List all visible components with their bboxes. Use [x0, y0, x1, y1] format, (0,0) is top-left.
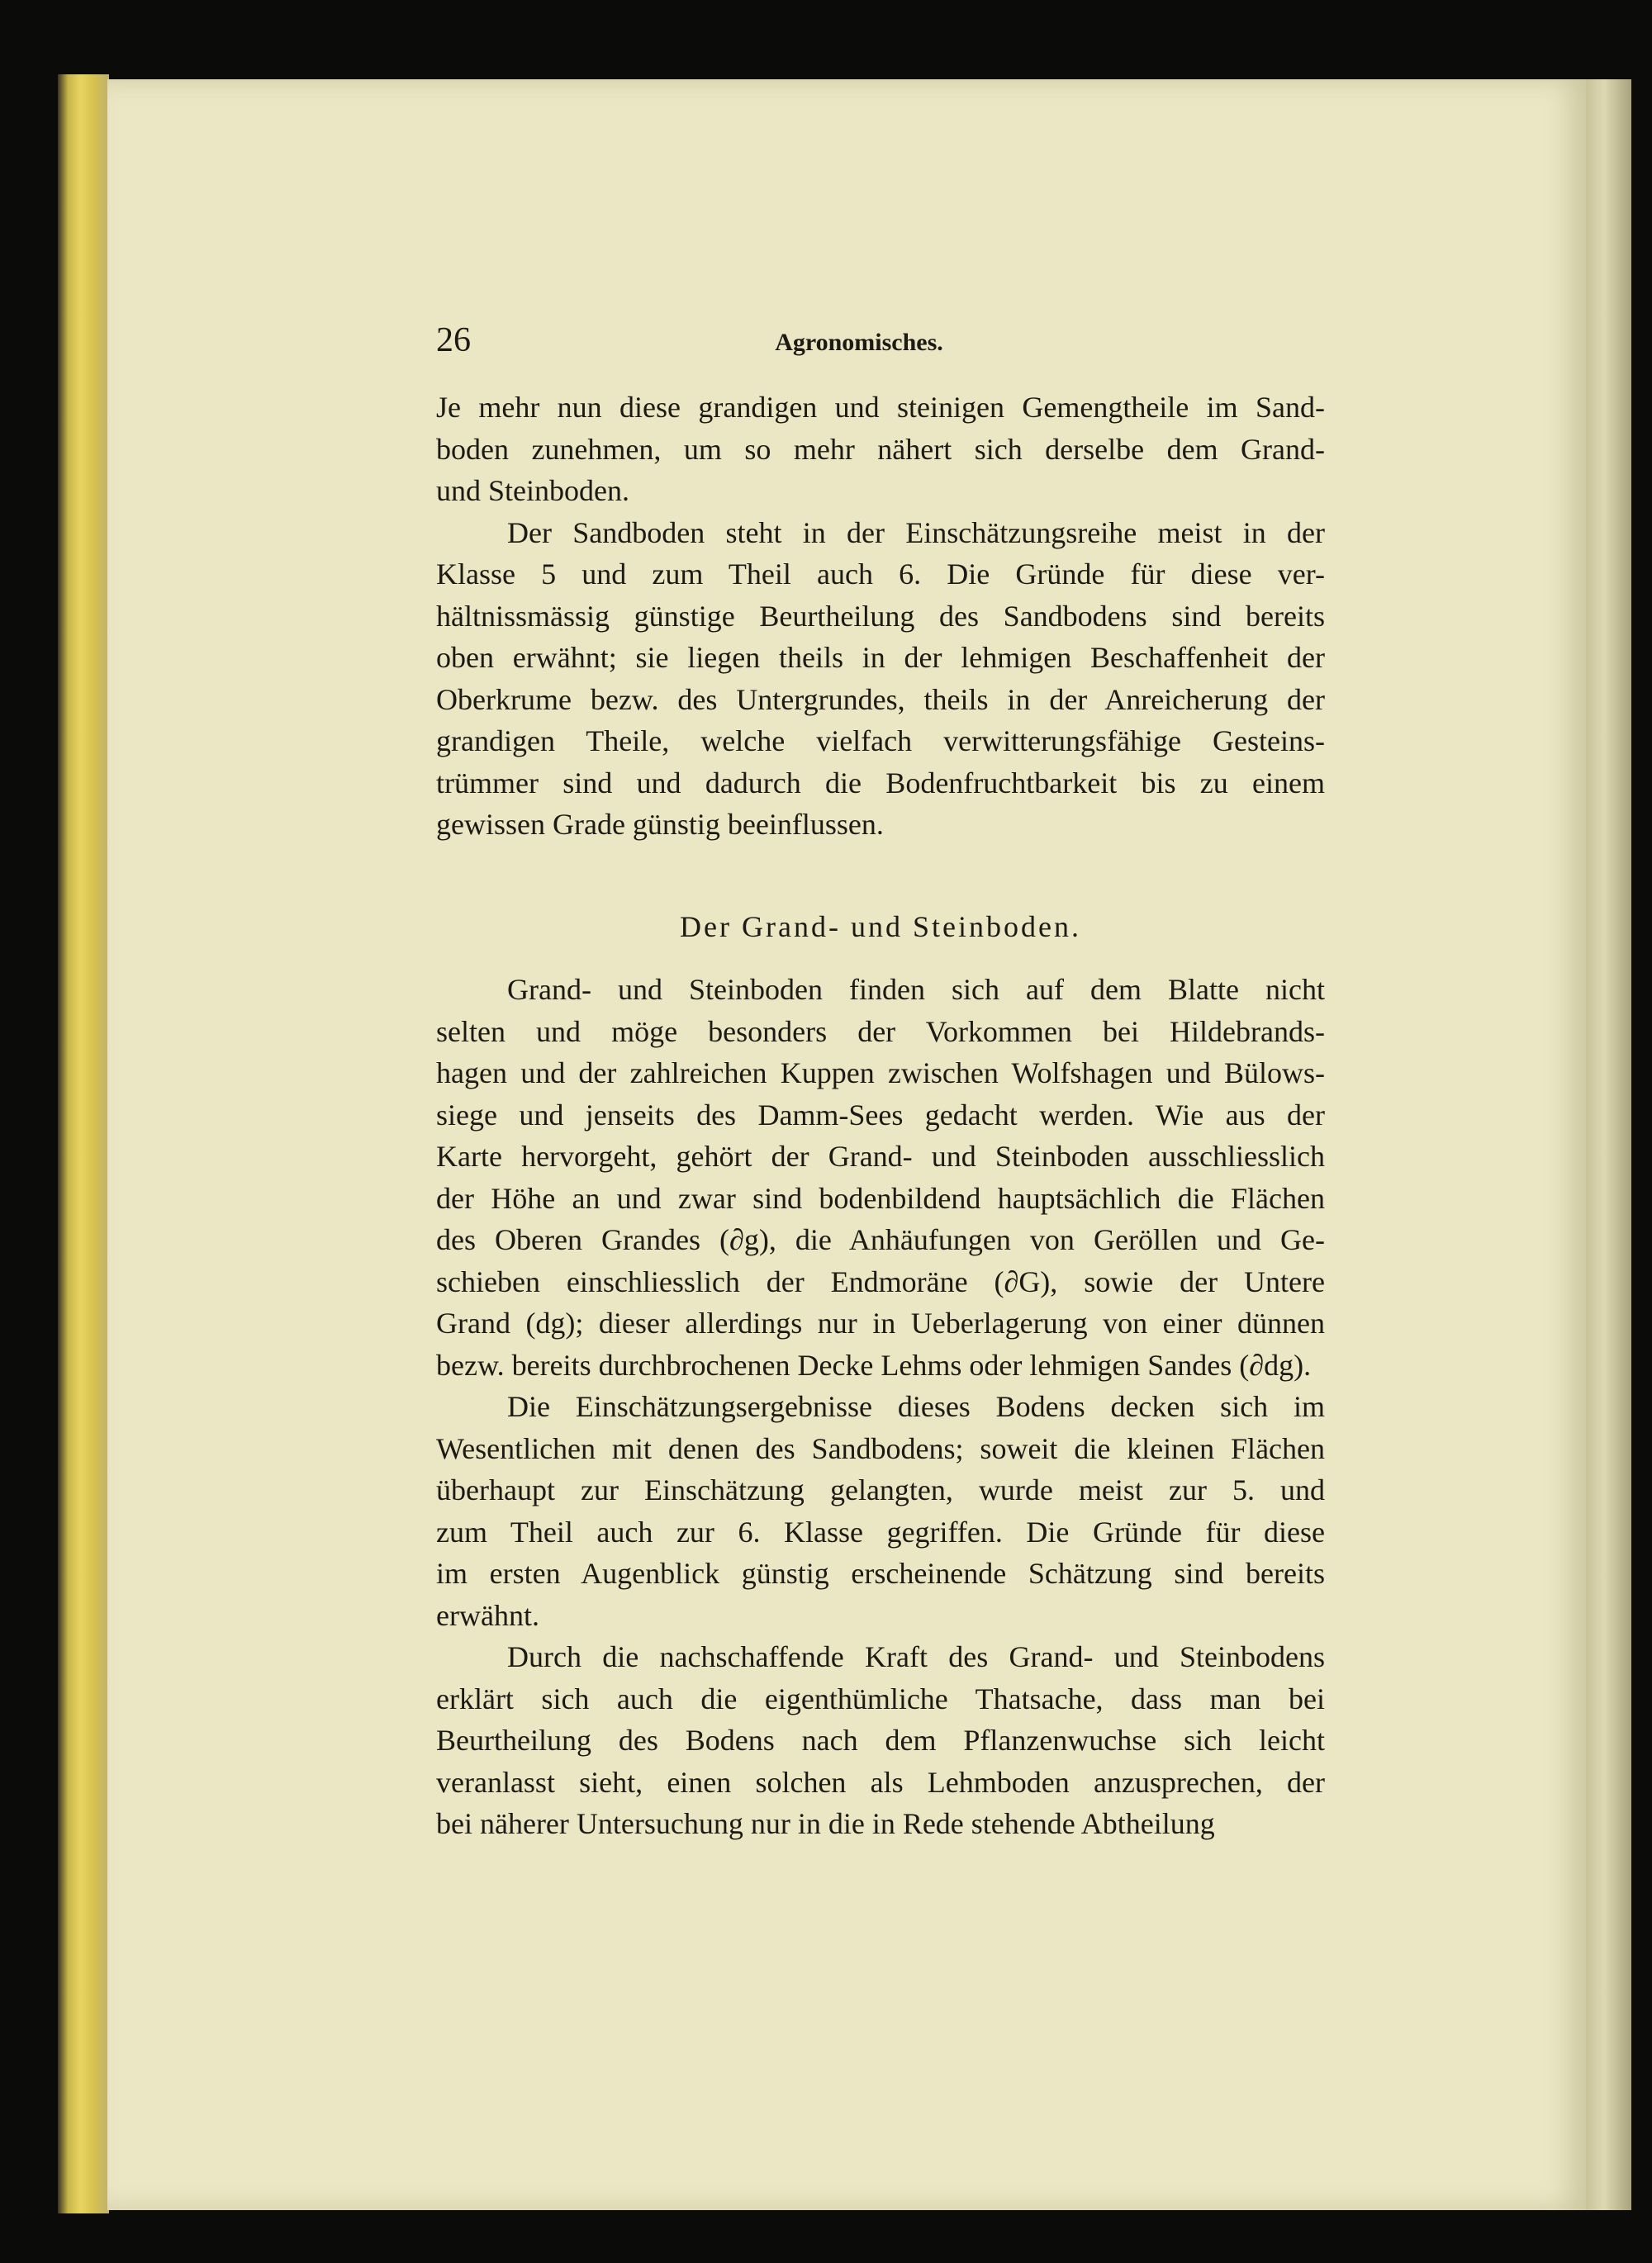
- text-line: bezw. bereits durchbrochenen Decke Lehms oder lehmigen Sandes (∂dg).: [436, 1348, 1312, 1382]
- text-line: überhaupt zur Einschätzung gelangten, wurde meist zur 5. und: [436, 1473, 1325, 1506]
- text-line: hagen und der zahlreichen Kuppen zwischen Wolfshagen und Bülows-: [436, 1056, 1325, 1089]
- text-line: zum Theil auch zur 6. Klasse gegriffen. Die Gründe für diese: [436, 1515, 1325, 1549]
- text-line: Der Sandboden steht in der Einschätzungsreihe meist in der: [507, 515, 1325, 549]
- running-head: Agronomisches.: [775, 329, 943, 356]
- text-line: Karte hervorgeht, gehört der Grand- und Steinboden ausschliesslich: [436, 1140, 1325, 1173]
- text-line: Die Einschätzungsergebnisse dieses Bodens decken sich im: [507, 1390, 1325, 1423]
- text-line: oben erwähnt; sie liegen theils in der lehmigen Beschaffenheit der: [436, 641, 1325, 674]
- text-line: hältnissmässig günstige Beurtheilung des Sandbodens sind bereits: [436, 599, 1325, 633]
- book-page-edges: [58, 74, 109, 2213]
- text-line: Klasse 5 und zum Theil auch 6. Die Gründe für diese ver-: [436, 557, 1325, 591]
- body-text-before: [436, 387, 1325, 846]
- text-line: Beurtheilung des Bodens nach dem Pflanzenwuchse sich leicht: [436, 1724, 1325, 1757]
- text-line: grandigen Theile, welche vielfach verwitterungsfähige Gesteins-: [436, 724, 1325, 757]
- text-line: des Oberen Grandes (∂g), die Anhäufungen von Geröllen und Ge-: [436, 1223, 1325, 1256]
- text-line: erklärt sich auch die eigenthümliche Thatsache, dass man bei: [436, 1682, 1325, 1715]
- text-line: bei näherer Untersuchung nur in die in Rede stehende Abtheilung: [436, 1807, 1215, 1840]
- text-line: gewissen Grade günstig beeinflussen.: [436, 808, 884, 841]
- text-line: im ersten Augenblick günstig erscheinende Schätzung sind bereits: [436, 1557, 1325, 1590]
- text-line: schieben einschliesslich der Endmoräne (∂G), sowie der Untere: [436, 1264, 1325, 1298]
- body-text-after: [436, 969, 1325, 1845]
- section-heading: Der Grand- und Steinboden.: [680, 910, 1081, 943]
- text-line: der Höhe an und zwar sind bodenbildend hauptsächlich die Flächen: [436, 1181, 1325, 1215]
- text-line: Wesentlichen mit denen des Sandbodens; soweit die kleinen Flächen: [436, 1431, 1325, 1465]
- text-line: Oberkrume bezw. des Untergrundes, theils in der Anreicherung der: [436, 682, 1325, 716]
- book-right-edge: [1586, 79, 1631, 2210]
- text-line: veranlasst sieht, einen solchen als Lehmboden anzusprechen, der: [436, 1765, 1325, 1799]
- text-line: Je mehr nun diese grandigen und steinigen Gemengtheile im Sand-: [436, 391, 1325, 424]
- text-line: und Steinboden.: [436, 474, 629, 507]
- text-line: Durch die nachschaffende Kraft des Grand- und Steinbodens: [507, 1640, 1325, 1673]
- text-line: Grand- und Steinboden finden sich auf dem Blatte nicht: [507, 973, 1325, 1006]
- page-number: 26: [436, 321, 471, 359]
- text-line: siege und jenseits des Damm-Sees gedacht werden. Wie aus der: [436, 1098, 1325, 1132]
- text-line: selten und möge besonders der Vorkommen bei Hildebrands-: [436, 1014, 1325, 1048]
- text-line: trümmer sind und dadurch die Bodenfruchtbarkeit bis zu einem: [436, 766, 1325, 799]
- text-line: Grand (dg); dieser allerdings nur in Ueberlagerung von einer dünnen: [436, 1307, 1325, 1340]
- text-line: erwähnt.: [436, 1598, 539, 1632]
- text-line: boden zunehmen, um so mehr nähert sich derselbe dem Grand-: [436, 432, 1325, 466]
